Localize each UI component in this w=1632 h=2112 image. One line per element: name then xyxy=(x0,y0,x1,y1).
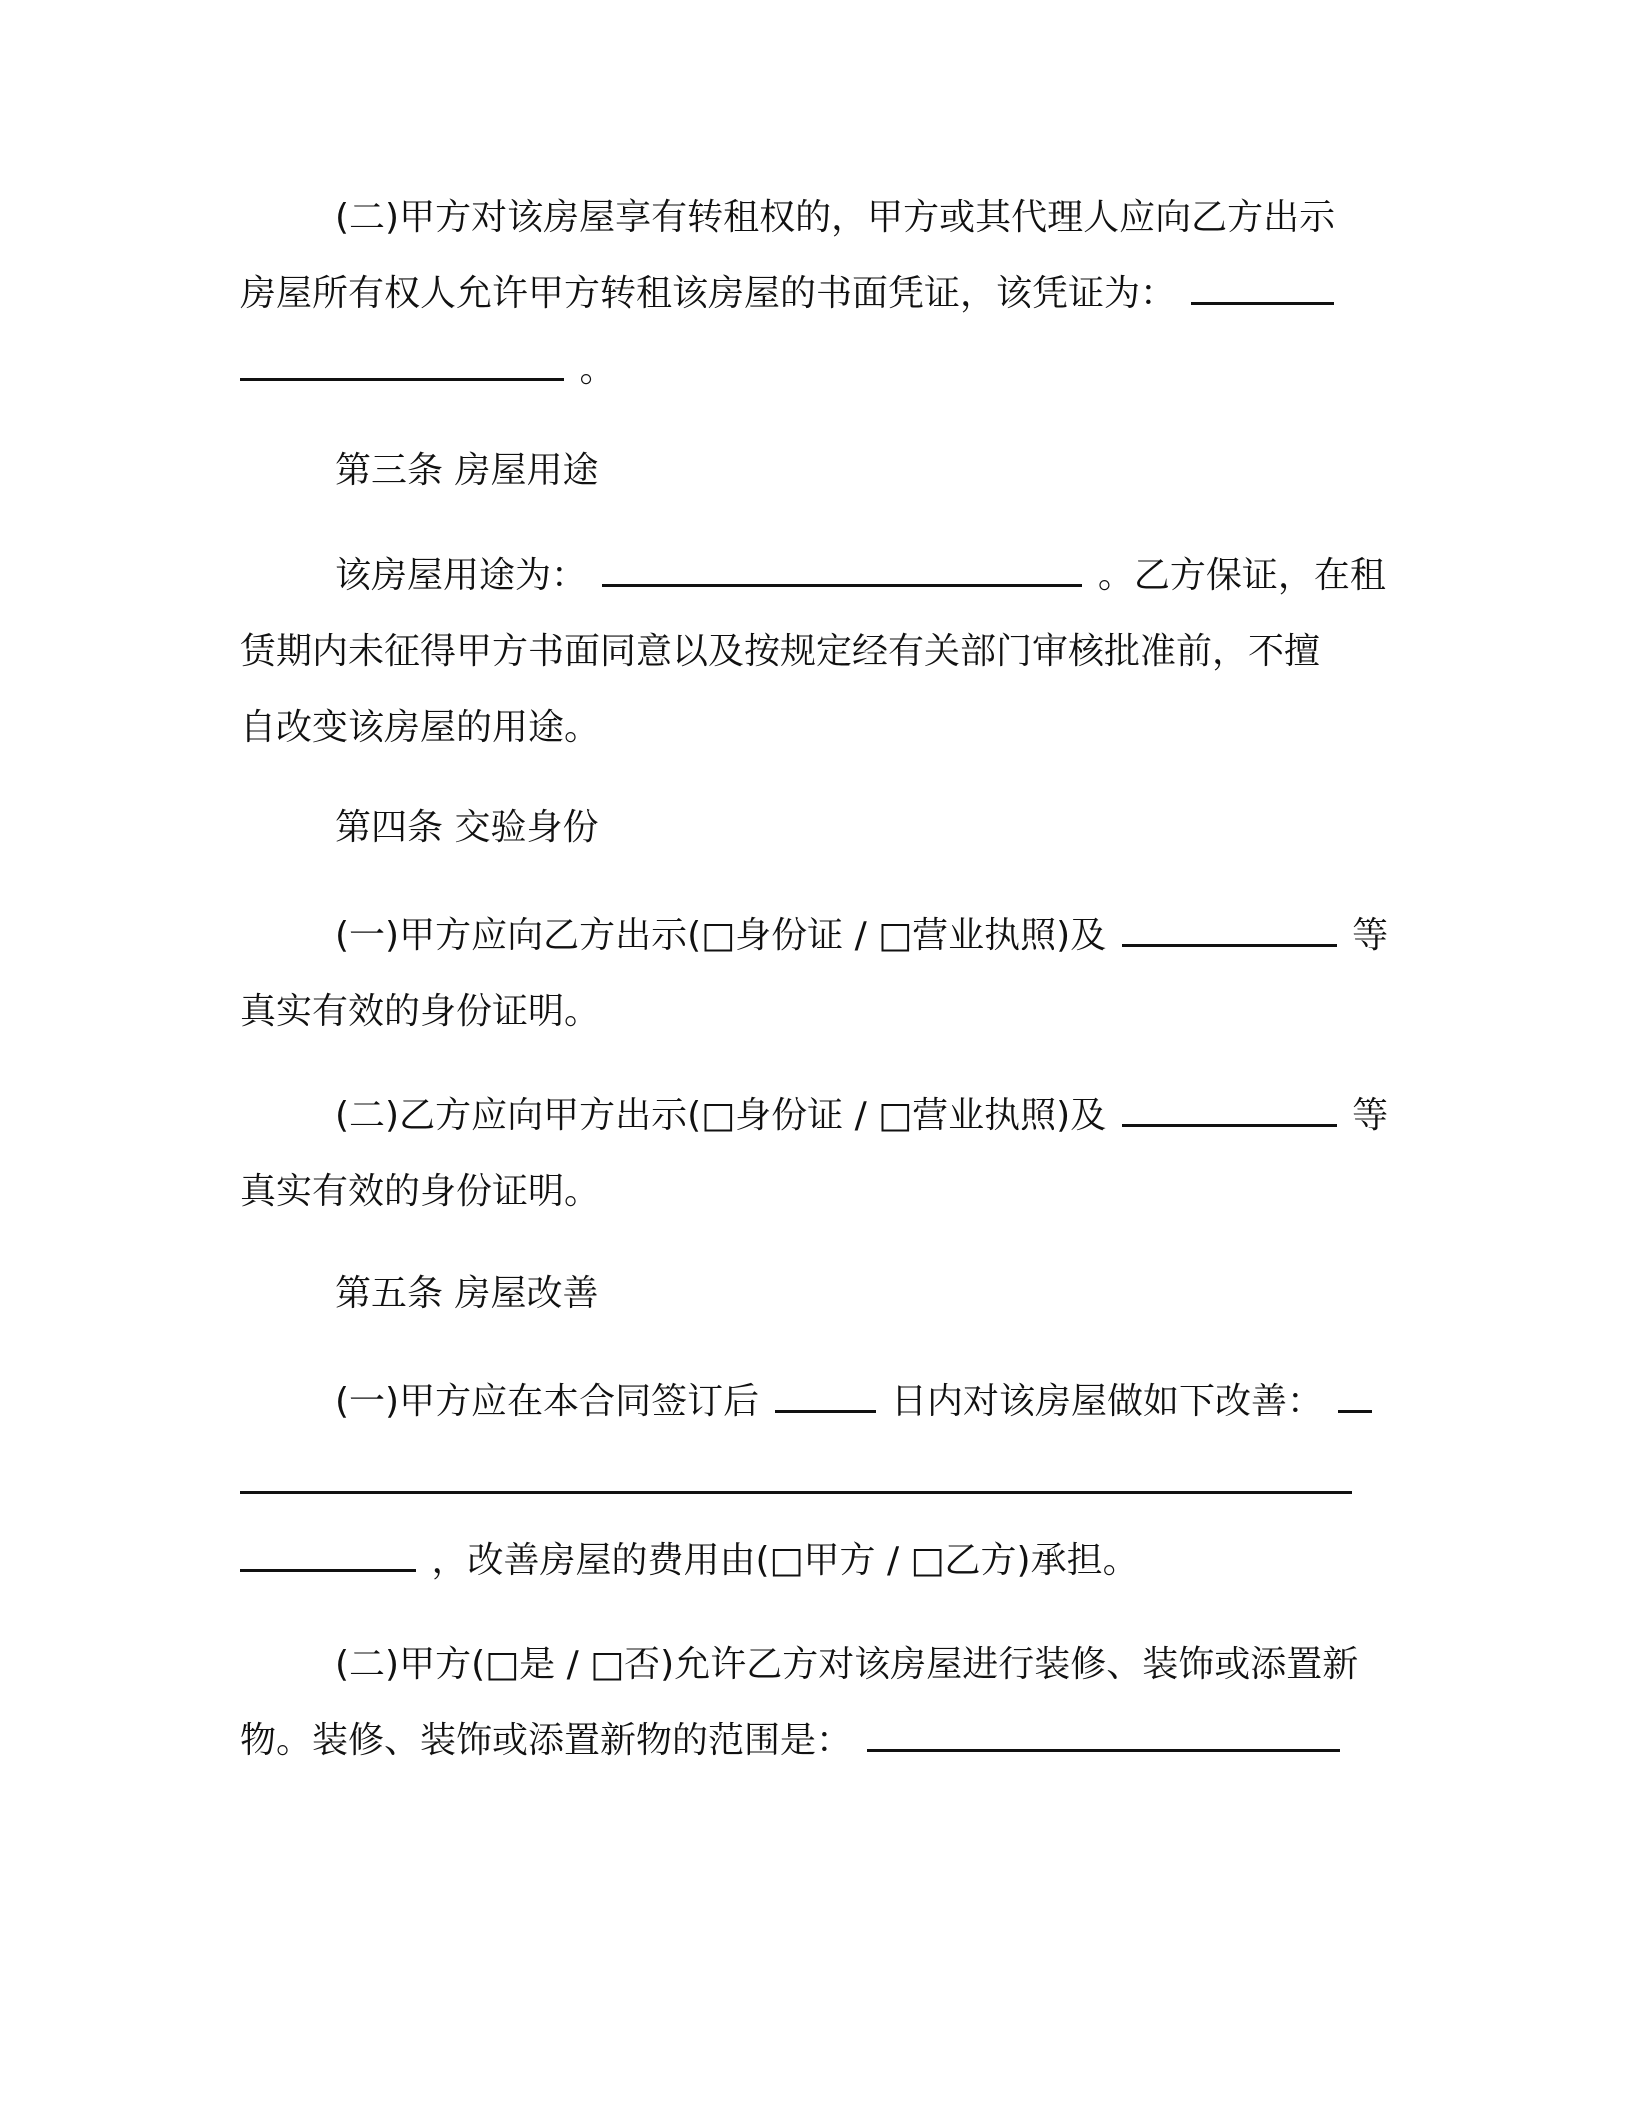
text-segment: 。乙方保证，在租 xyxy=(1097,555,1386,596)
article-heading: 第四条 交验身份 xyxy=(335,807,599,848)
text-segment: 物。装修、装饰或添置新物的范围是： xyxy=(240,1720,853,1761)
text-segment: (一)甲方应在本合同签订后 xyxy=(335,1381,760,1422)
article-4-heading xyxy=(335,800,1495,856)
text-segment: (一)甲方应向乙方出示(□身份证 / □营业执照)及 xyxy=(335,915,1107,956)
paragraph-sublease-right-line-1 xyxy=(335,190,1495,246)
text-segment: 真实有效的身份证明。 xyxy=(240,991,601,1032)
paragraph-decoration-line-2 xyxy=(240,1713,1400,1769)
blank-line xyxy=(240,1455,1352,1494)
paragraph-decoration-line-1 xyxy=(335,1637,1495,1693)
text-segment: 赁期内未征得甲方书面同意以及按规定经有关部门审核批准前，不擅 xyxy=(240,631,1321,672)
text-segment: 等 xyxy=(1352,915,1389,956)
blank-line xyxy=(1191,266,1334,305)
blank-line xyxy=(240,342,564,381)
blank-line xyxy=(867,1713,1340,1752)
text-segment: 日内对该房屋做如下改善： xyxy=(891,1381,1324,1422)
text-segment: (二)甲方(□是 / □否)允许乙方对该房屋进行装修、装饰或添置新 xyxy=(335,1644,1359,1685)
text-segment: ，改善房屋的费用由(□甲方 / □乙方)承担。 xyxy=(431,1540,1139,1581)
paragraph-party-a-id-line-1 xyxy=(335,908,1495,964)
text-segment: 真实有效的身份证明。 xyxy=(240,1171,601,1212)
article-heading: 第五条 房屋改善 xyxy=(335,1273,599,1314)
article-5-heading xyxy=(335,1266,1495,1322)
paragraph-usage-line-3 xyxy=(240,700,1400,756)
text-segment: 。 xyxy=(579,349,616,390)
text-segment: 等 xyxy=(1352,1095,1389,1136)
paragraph-improvement-line-1 xyxy=(335,1374,1495,1430)
article-3-heading xyxy=(335,443,1495,499)
text-segment: (二)甲方对该房屋享有转租权的，甲方或其代理人应向乙方出示 xyxy=(335,197,1336,238)
text-segment: 该房屋用途为： xyxy=(335,555,588,596)
blank-line xyxy=(602,548,1082,587)
paragraph-improvement-line-3 xyxy=(240,1533,1400,1589)
paragraph-party-b-id-line-2 xyxy=(240,1164,1400,1220)
paragraph-party-b-id-line-1 xyxy=(335,1088,1495,1144)
blank-line xyxy=(775,1374,876,1413)
text-segment: 房屋所有权人允许甲方转租该房屋的书面凭证，该凭证为： xyxy=(240,273,1177,314)
blank-line xyxy=(240,1533,416,1572)
text-segment: (二)乙方应向甲方出示(□身份证 / □营业执照)及 xyxy=(335,1095,1107,1136)
blank-line xyxy=(1122,908,1337,947)
paragraph-sublease-right-line-3 xyxy=(240,342,1400,398)
blank-line xyxy=(1122,1088,1337,1127)
blank-line xyxy=(1338,1374,1372,1413)
paragraph-usage-line-1 xyxy=(335,548,1495,604)
paragraph-party-a-id-line-2 xyxy=(240,984,1400,1040)
article-heading: 第三条 房屋用途 xyxy=(335,450,599,491)
paragraph-improvement-line-2 xyxy=(240,1455,1400,1511)
text-segment: 自改变该房屋的用途。 xyxy=(240,707,601,748)
paragraph-sublease-right-line-2 xyxy=(240,266,1400,322)
paragraph-usage-line-2 xyxy=(240,624,1400,680)
